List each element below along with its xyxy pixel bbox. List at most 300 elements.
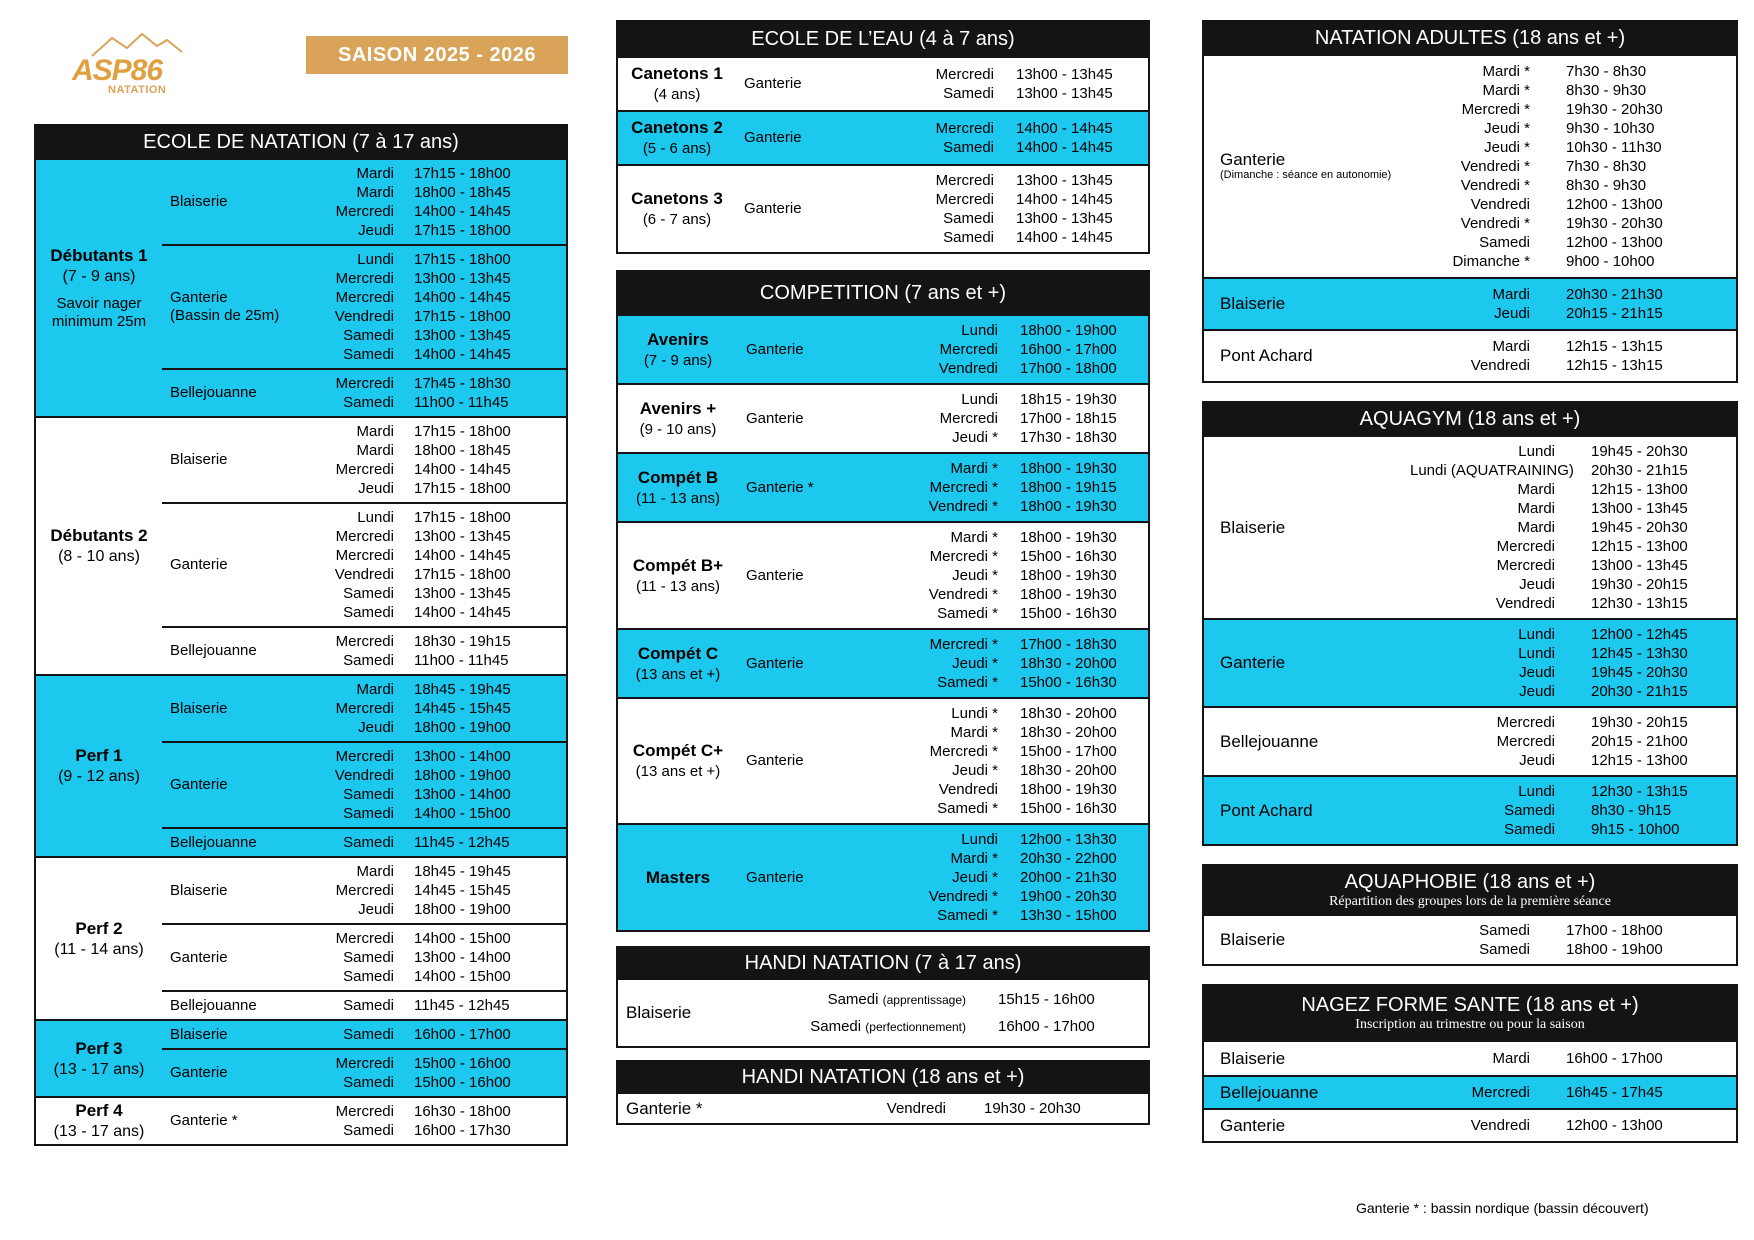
site-name: Blaiserie (170, 451, 228, 468)
time-slot (1410, 751, 1736, 770)
site-row (162, 502, 566, 626)
level-block (36, 856, 566, 1019)
slot-day: Samedi * (937, 674, 998, 691)
slot-day: Mardi (1517, 519, 1555, 536)
slot-day: Samedi (343, 346, 394, 363)
time-slot (894, 65, 1148, 84)
time-slot (894, 84, 1148, 103)
slot-time: 15h00 - 16h30 (1020, 674, 1117, 691)
site-note: (Bassin de 25m) (170, 307, 280, 324)
time-slot (310, 345, 566, 364)
slot-time: 18h45 - 19h45 (414, 681, 511, 698)
slot-time: 17h15 - 18h00 (414, 222, 511, 239)
slot-time: 17h15 - 18h00 (414, 480, 511, 497)
site-row (1204, 916, 1736, 964)
site-name: Pont Achard (1220, 800, 1313, 820)
slot-time: 8h30 - 9h15 (1591, 802, 1672, 819)
site-place (162, 997, 310, 1015)
site-place (162, 834, 310, 852)
time-slot (310, 183, 566, 202)
slot-time: 13h30 - 15h00 (1020, 907, 1117, 924)
group-age: (5 - 6 ans) (642, 140, 712, 157)
slot-day: Samedi (343, 1026, 394, 1043)
slot-time: 13h00 - 13h45 (414, 270, 511, 287)
site-name: Ganterie (170, 556, 228, 573)
slot-day: Jeudi * (952, 655, 998, 672)
time-slot (894, 138, 1148, 157)
site-name: Bellejouanne (170, 833, 257, 851)
time-slot (766, 986, 1148, 1013)
slot-day: Mercredi (1471, 1084, 1530, 1101)
slot-time: 18h00 - 19h30 (1020, 586, 1117, 603)
group-place: Ganterie (746, 409, 804, 427)
group-label (618, 117, 736, 159)
slot-day: Mardi (356, 184, 394, 201)
slot-time: 16h00 - 17h00 (998, 1018, 1095, 1035)
site-row (1204, 1108, 1736, 1141)
slot-day: Jeudi (1519, 664, 1555, 681)
time-slot (896, 478, 1148, 497)
group-row (618, 1094, 1148, 1123)
site-row (162, 1048, 566, 1096)
slot-day: Mercredi (335, 528, 394, 545)
slot-time: 9h00 - 10h00 (1566, 253, 1655, 270)
site-note: (Dimanche : séance en autonomie) (1220, 169, 1392, 181)
site-row (162, 418, 566, 502)
site-row (162, 676, 566, 741)
slot-day: Samedi (1504, 802, 1555, 819)
slot-day: Vendredi (334, 566, 394, 583)
time-slot (1410, 625, 1736, 644)
time-slot (1410, 940, 1736, 959)
site-row (1204, 56, 1736, 277)
time-slot (1410, 732, 1736, 751)
slot-time: 17h15 - 18h00 (414, 509, 511, 526)
site-place (1204, 519, 1410, 537)
group-row (618, 980, 1148, 1046)
time-slot (310, 996, 566, 1015)
slot-time: 13h00 - 13h45 (1591, 500, 1688, 517)
time-slot (896, 704, 1148, 723)
aquaphobie-table (1202, 916, 1738, 966)
site-name: Ganterie (170, 289, 228, 306)
group-name: Compét B+ (632, 555, 724, 575)
time-slot (896, 409, 1148, 428)
slot-day: Mercredi * (929, 743, 998, 760)
time-slots (310, 833, 566, 852)
slot-day: Lundi (1518, 626, 1555, 643)
site-place: Bellejouanne (1220, 1082, 1319, 1102)
group-place: Ganterie * (746, 478, 814, 496)
level-label (36, 418, 162, 674)
group-place: Blaiserie (626, 1003, 692, 1022)
slot-time: 12h00 - 13h00 (1566, 196, 1663, 213)
group-label (618, 740, 738, 782)
handi-jeunes-table (616, 980, 1150, 1048)
time-slots (1410, 782, 1736, 839)
slot-time: 20h00 - 21h30 (1020, 869, 1117, 886)
time-slot (310, 632, 566, 651)
time-slot (894, 209, 1148, 228)
time-slot (1410, 81, 1736, 100)
slot-time: 18h00 - 19h30 (1020, 498, 1117, 515)
slot-day: Mardi (356, 681, 394, 698)
group-label (618, 329, 738, 371)
time-slot (310, 546, 566, 565)
level-sites (162, 1098, 566, 1144)
slot-day: Jeudi * (952, 567, 998, 584)
slot-time: 12h15 - 13h15 (1566, 338, 1663, 355)
site-place: Blaiserie (1220, 930, 1286, 949)
time-slot (310, 881, 566, 900)
slot-time: 14h00 - 14h45 (414, 346, 511, 363)
time-slot (894, 119, 1148, 138)
level-label (36, 858, 162, 1019)
slot-day: Mercredi (335, 461, 394, 478)
time-slots (894, 65, 1148, 103)
section-header (616, 270, 1150, 316)
slot-day: Jeudi * (1484, 139, 1530, 156)
slot-day: Mercredi (335, 930, 394, 947)
slot-time: 15h00 - 16h30 (1020, 548, 1117, 565)
time-slots (896, 321, 1148, 378)
time-slots (896, 390, 1148, 447)
slot-time: 13h00 - 14h00 (414, 786, 511, 803)
slot-time: 18h00 - 19h00 (414, 901, 511, 918)
slot-time: 12h15 - 13h15 (1566, 357, 1663, 374)
slot-time: 8h30 - 9h30 (1566, 177, 1647, 194)
group-name: Avenirs (647, 329, 709, 349)
time-slot (1410, 594, 1736, 613)
time-slot (896, 585, 1148, 604)
slot-time: 19h45 - 20h30 (1591, 664, 1688, 681)
group-age: (4 ans) (653, 86, 701, 103)
slot-day: Mercredi (335, 633, 394, 650)
ecole-natation-table (34, 160, 568, 1146)
slot-time: 11h45 - 12h45 (414, 997, 510, 1014)
time-slot (896, 742, 1148, 761)
time-slots (1410, 62, 1736, 271)
slot-time: 14h00 - 14h45 (414, 547, 511, 564)
time-slots (896, 528, 1148, 623)
slot-day: Mercredi (335, 547, 394, 564)
time-slots (310, 250, 566, 364)
slot-time: 15h00 - 16h30 (1020, 605, 1117, 622)
site-row (162, 160, 566, 244)
time-slot (310, 508, 566, 527)
slot-day: Mardi * (1482, 63, 1530, 80)
site-row (1204, 1042, 1736, 1075)
section-title: AQUAPHOBIE (18 ans et +) (1344, 870, 1596, 893)
group-row (618, 164, 1148, 252)
competition-table (616, 316, 1150, 932)
time-slot (1410, 537, 1736, 556)
site-name: Bellejouanne (170, 384, 257, 401)
slot-time: 13h00 - 14h00 (414, 748, 511, 765)
time-slot (310, 1121, 566, 1140)
time-slot (896, 359, 1148, 378)
slot-day: Mardi * (950, 529, 998, 546)
slot-day: Samedi (343, 327, 394, 344)
slot-day: Mardi (356, 165, 394, 182)
time-slot (310, 250, 566, 269)
time-slot (310, 680, 566, 699)
group-name: Compét C (637, 643, 719, 663)
slot-day: Samedi * (937, 800, 998, 817)
site-place: Blaiserie (1220, 1048, 1286, 1068)
slot-day: Vendredi (1470, 357, 1530, 374)
slot-day: Mercredi (335, 375, 394, 392)
group-age: (11 - 13 ans) (636, 489, 720, 507)
group-name: Masters (645, 868, 711, 887)
slot-day: Jeudi * (952, 869, 998, 886)
time-slot (310, 929, 566, 948)
footnote: Ganterie * : bassin nordique (bassin découvert) (1356, 1200, 1649, 1216)
slot-day: Samedi (343, 949, 394, 966)
site-name: Ganterie (1220, 150, 1286, 169)
slot-day: Samedi (343, 786, 394, 803)
slot-day: Jeudi (1494, 305, 1530, 322)
slot-time: 9h30 - 10h30 (1566, 120, 1655, 137)
slot-time: 18h00 - 19h30 (1020, 781, 1117, 798)
slot-day: Mercredi (335, 270, 394, 287)
time-slots (896, 830, 1148, 925)
slot-day: Mardi (356, 442, 394, 459)
slot-day: Mercredi * (929, 636, 998, 653)
time-slot (1410, 304, 1736, 323)
slot-time: 17h00 - 18h00 (1566, 922, 1663, 939)
group-age: (7 - 9 ans) (643, 351, 713, 369)
section-header (616, 1060, 1150, 1094)
slot-time: 18h30 - 19h15 (414, 633, 511, 650)
slot-day-name: Samedi (827, 991, 879, 1008)
level-name: Perf 3 (75, 1038, 123, 1058)
slot-day: Lundi (1518, 645, 1555, 662)
slot-time: 14h00 - 15h00 (414, 805, 511, 822)
slot-time: 16h30 - 18h00 (414, 1103, 511, 1120)
slot-day: Samedi (343, 585, 394, 602)
section-subtitle: Répartition des groupes lors de la première séance (1329, 893, 1611, 909)
slot-day: Mercredi (1496, 538, 1555, 555)
slot-day: Samedi (943, 210, 994, 227)
group-row (618, 110, 1148, 164)
time-slots (894, 171, 1148, 247)
time-slot (310, 565, 566, 584)
site-name: Blaiserie (1220, 294, 1286, 313)
slot-time: 19h00 - 20h30 (1020, 888, 1117, 905)
time-slots (310, 422, 566, 498)
time-slot (896, 780, 1148, 799)
slot-day-name: Samedi (810, 1018, 862, 1035)
site-name: Blaiserie (170, 699, 228, 717)
level-block (36, 160, 566, 416)
site-name: Bellejouanne (170, 642, 257, 659)
slot-day: Mercredi (935, 120, 994, 137)
slot-time: 7h30 - 8h30 (1566, 63, 1647, 80)
slot-time: 15h00 - 17h00 (1020, 743, 1117, 760)
site-place (162, 289, 310, 325)
group-label (618, 643, 738, 685)
slot-day: Lundi (961, 322, 998, 339)
slot-day: Samedi (343, 394, 394, 411)
time-slot (896, 390, 1148, 409)
time-slot (1410, 461, 1736, 480)
slot-day: Samedi (1479, 922, 1530, 939)
time-slot (310, 164, 566, 183)
slot-time: 13h00 - 13h45 (1016, 66, 1113, 83)
time-slots (896, 459, 1148, 516)
group-label (618, 398, 738, 440)
slot-time: 18h00 - 19h00 (414, 767, 511, 784)
slot-time: 13h00 - 13h45 (414, 528, 511, 545)
slot-day: Mardi * (950, 724, 998, 741)
time-slot (310, 422, 566, 441)
group-place: Ganterie (744, 200, 802, 217)
time-slot (896, 459, 1148, 478)
time-slot (310, 441, 566, 460)
slot-time: 14h00 - 14h45 (1016, 229, 1113, 246)
time-slot (1410, 176, 1736, 195)
level-age: (8 - 10 ans) (58, 548, 140, 565)
slot-time: 12h15 - 13h00 (1591, 481, 1688, 498)
time-slots (310, 1025, 566, 1044)
slot-day: Mardi (1492, 338, 1530, 355)
slot-day: Lundi (961, 831, 998, 848)
time-slot (1410, 214, 1736, 233)
slot-time: 18h00 - 19h30 (1020, 460, 1117, 477)
time-slots (1410, 337, 1736, 375)
slot-day: Samedi (943, 229, 994, 246)
slot-day: Vendredi (1470, 1117, 1530, 1134)
aquagym-table (1202, 437, 1738, 846)
site-place (1204, 802, 1410, 820)
slot-time: 16h00 - 17h30 (414, 1122, 511, 1139)
group-row (618, 521, 1148, 628)
section-title: AQUAGYM (18 ans et +) (1359, 408, 1581, 430)
level-age: (11 - 14 ans) (54, 940, 144, 958)
slot-day: Samedi (943, 85, 994, 102)
slot-day: Samedi (343, 968, 394, 985)
level-label (36, 160, 162, 416)
level-age: (7 - 9 ans) (62, 268, 136, 285)
time-slot (1410, 801, 1736, 820)
section-title: HANDI NATATION (7 à 17 ans) (744, 952, 1022, 974)
slot-time: 14h45 - 15h45 (414, 700, 511, 717)
group-row (618, 452, 1148, 521)
section-header (1202, 401, 1738, 437)
time-slots (1410, 285, 1736, 323)
section-title: HANDI NATATION (18 ans et +) (741, 1066, 1025, 1088)
group-place: Ganterie (744, 75, 802, 92)
slot-time: 14h00 - 14h45 (1016, 139, 1113, 156)
site-row (1204, 1075, 1736, 1108)
slot-time: 14h00 - 14h45 (414, 289, 511, 306)
slot-day: Samedi (1504, 821, 1555, 838)
section-title: NATATION ADULTES (18 ans et +) (1314, 27, 1626, 49)
slot-time: 14h00 - 14h45 (414, 461, 511, 478)
site-row (1204, 329, 1736, 381)
section-title: NAGEZ FORME SANTE (18 ans et +) (1301, 993, 1639, 1016)
time-slot (1410, 518, 1736, 537)
time-slots (766, 986, 1148, 1040)
slot-time: 20h30 - 21h15 (1591, 462, 1688, 479)
site-name: Bellejouanne (170, 996, 257, 1014)
time-slot (896, 654, 1148, 673)
slot-time: 19h45 - 20h30 (1591, 519, 1688, 536)
time-slot (1410, 556, 1736, 575)
site-row (162, 741, 566, 827)
level-age: (13 - 17 ans) (53, 1060, 145, 1078)
time-slot (1410, 713, 1736, 732)
slot-day: Mercredi (335, 289, 394, 306)
time-slot (310, 699, 566, 718)
slot-day: Lundi (357, 509, 394, 526)
level-name: Débutants 1 (50, 246, 148, 265)
slot-time: 17h30 - 18h30 (1020, 429, 1117, 446)
slot-day: Jeudi (358, 901, 394, 918)
level-sites (162, 160, 566, 416)
slot-time: 17h00 - 18h00 (1020, 360, 1117, 377)
slot-time: 18h30 - 20h00 (1020, 705, 1117, 722)
slot-day: Samedi (343, 652, 394, 669)
time-slots (310, 747, 566, 823)
slot-time: 8h30 - 9h30 (1566, 82, 1647, 99)
time-slot (896, 566, 1148, 585)
slot-day: Jeudi * (952, 762, 998, 779)
slot-time: 19h30 - 20h30 (1566, 215, 1663, 232)
slot-day: Mercredi (335, 1103, 394, 1120)
time-slot (1410, 356, 1736, 375)
section-title: ECOLE DE L’EAU (4 à 7 ans) (751, 28, 1015, 50)
time-slots (894, 119, 1148, 157)
site-place (1204, 347, 1410, 365)
slot-day: Mercredi (335, 203, 394, 220)
group-label (618, 188, 736, 230)
time-slot (896, 340, 1148, 359)
slot-time: 13h00 - 13h45 (1591, 557, 1688, 574)
time-slot (310, 288, 566, 307)
site-name: Pont Achard (1220, 346, 1313, 365)
section-subtitle: Inscription au trimestre ou pour la saison (1355, 1016, 1585, 1032)
slot-time: 13h00 - 13h45 (1016, 85, 1113, 102)
time-slot (896, 761, 1148, 780)
slot-day: Vendredi (334, 767, 394, 784)
column-ecole-natation (34, 124, 568, 1146)
level-sites (162, 676, 566, 856)
time-slot (1410, 442, 1736, 461)
slot-day: Samedi (1479, 234, 1530, 251)
nagez-forme-table (1202, 1042, 1738, 1143)
time-slots (310, 632, 566, 670)
time-slot (896, 723, 1148, 742)
site-place (1204, 654, 1410, 672)
slot-time: 15h15 - 16h00 (998, 991, 1095, 1008)
group-age: (13 ans et +) (635, 665, 721, 683)
adultes-table (1202, 56, 1738, 383)
slot-time: 18h30 - 20h00 (1020, 762, 1117, 779)
slot-day: Mardi (356, 863, 394, 880)
time-slot (310, 967, 566, 986)
time-slot (310, 1073, 566, 1092)
slot-time: 18h00 - 19h00 (1020, 322, 1117, 339)
site-place: Ganterie (1220, 1115, 1286, 1135)
site-row (162, 827, 566, 856)
slot-day: Mardi (356, 423, 394, 440)
time-slot (310, 948, 566, 967)
site-row (162, 990, 566, 1019)
level-block (36, 1019, 566, 1096)
group-row (618, 58, 1148, 110)
